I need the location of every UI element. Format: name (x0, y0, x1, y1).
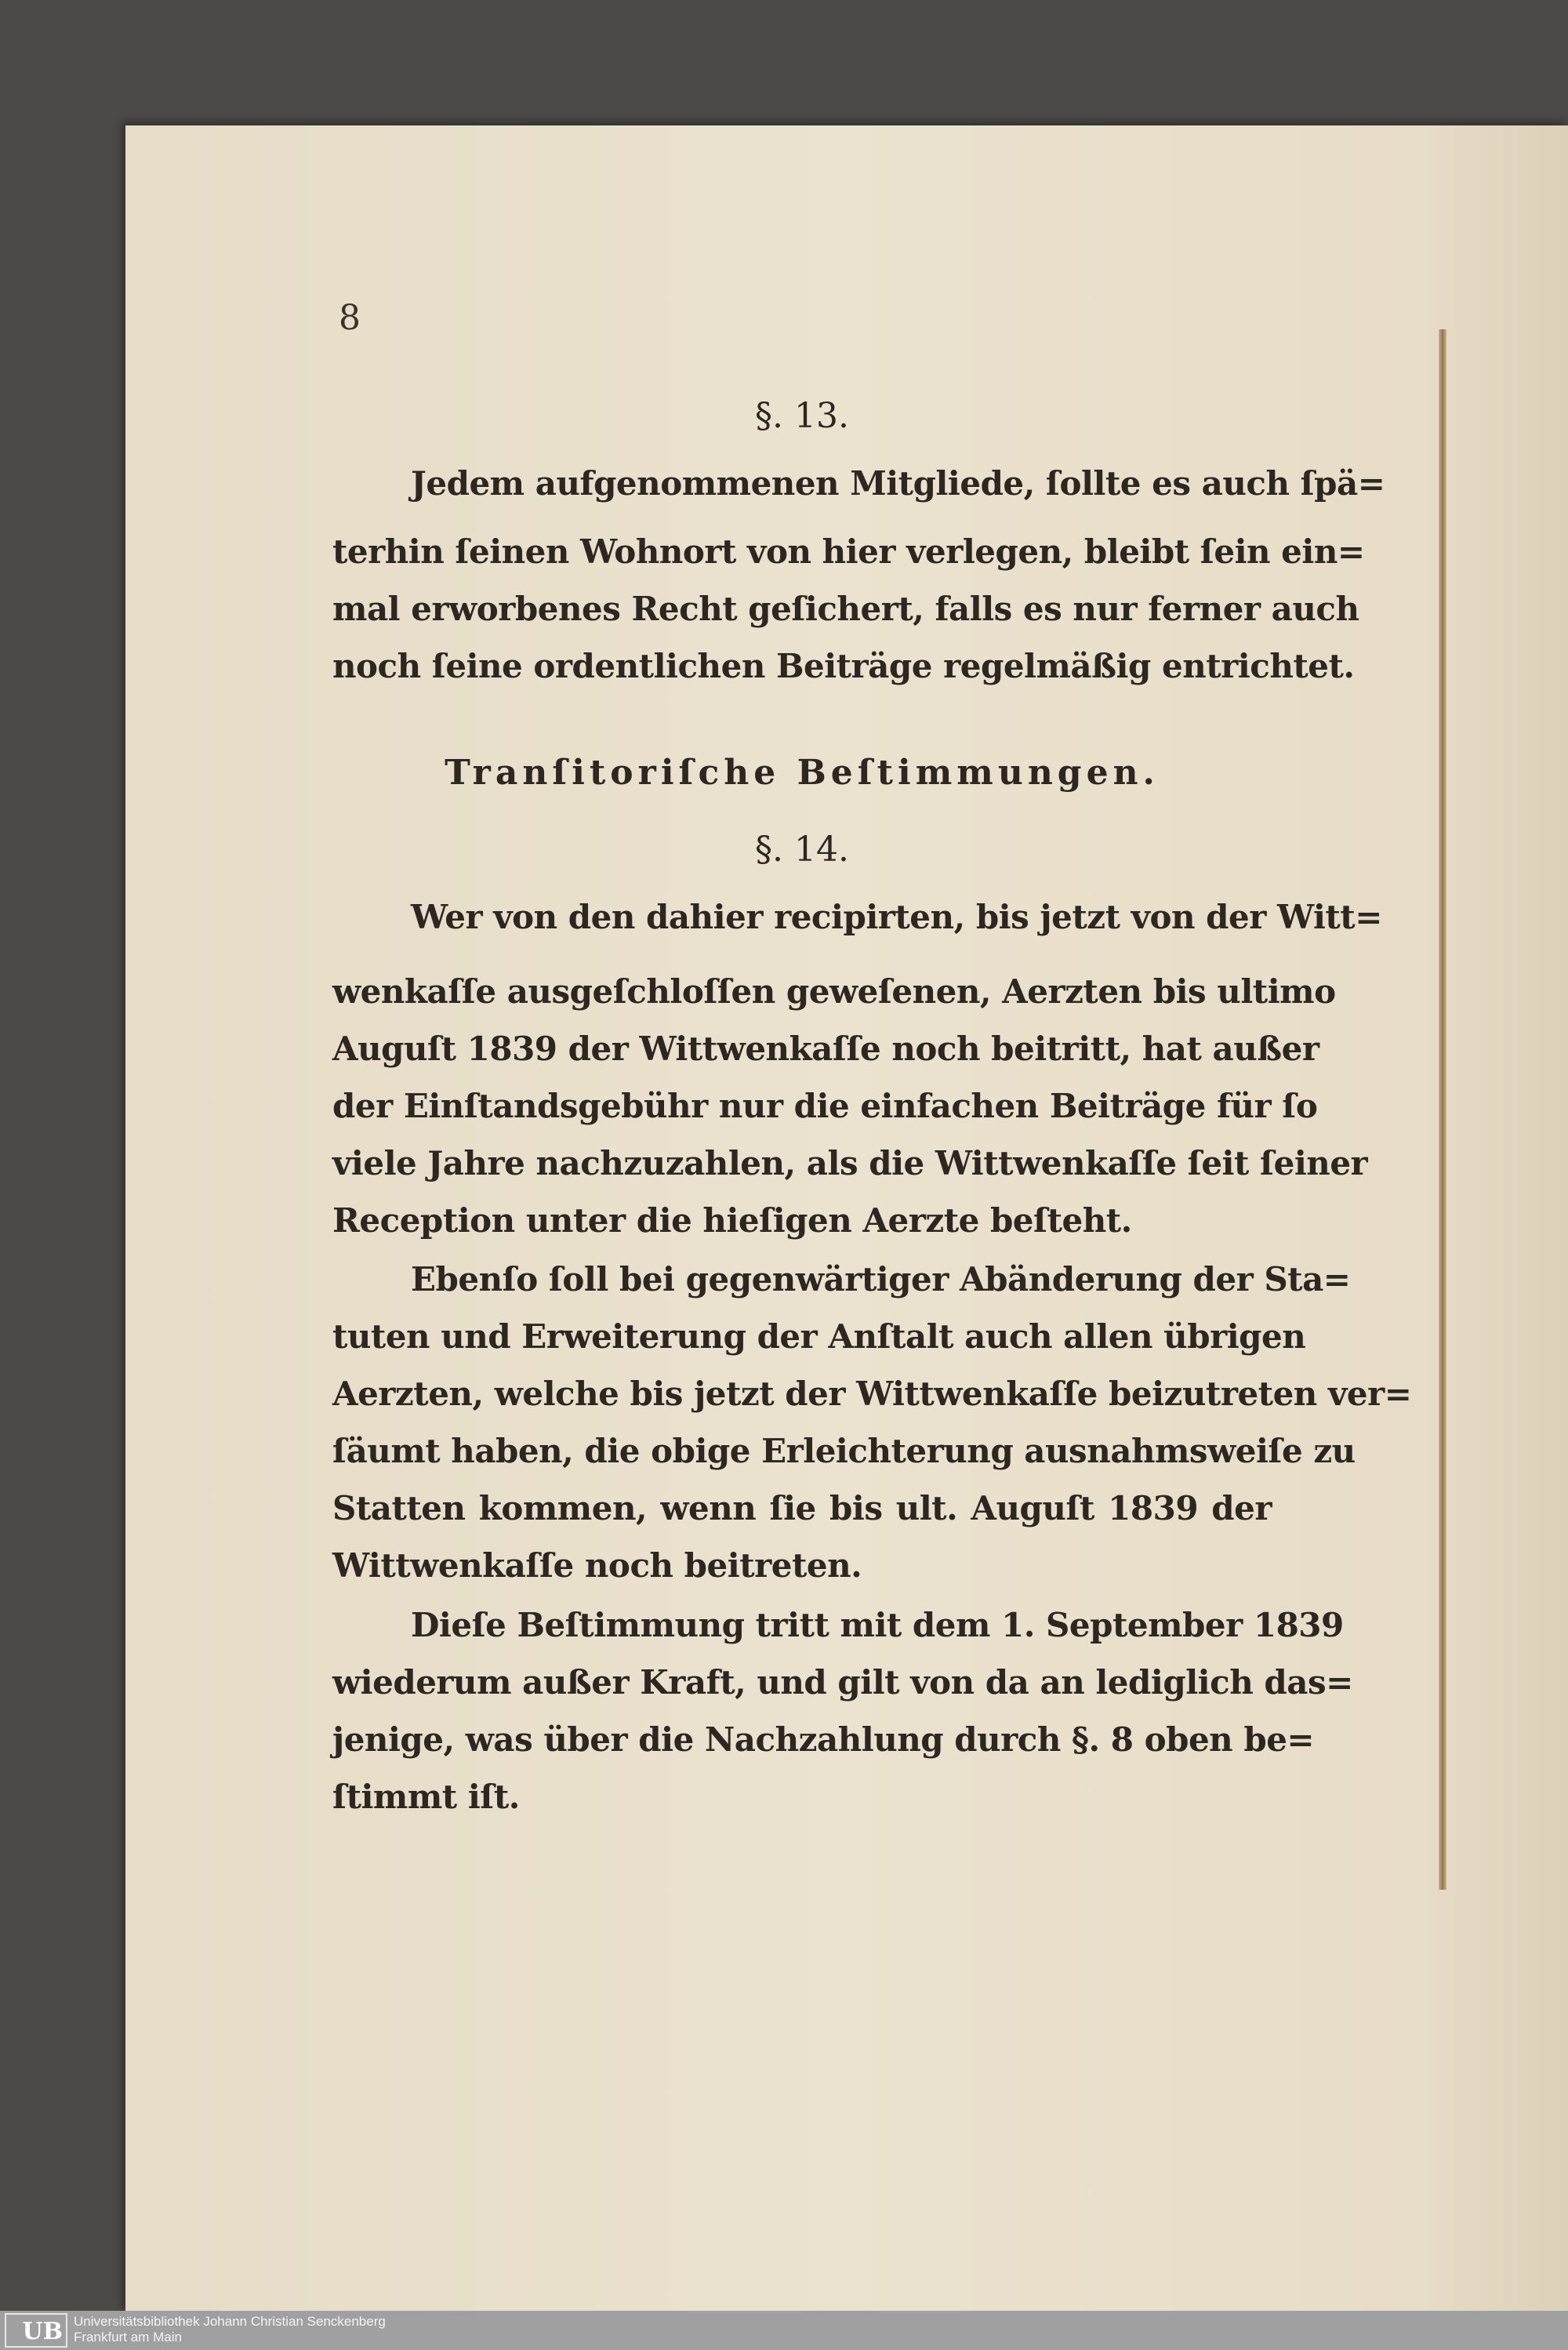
section-13-title: §. 13. (755, 396, 849, 436)
text-line: Wer von den dahier recipirten, bis jetzt von der Witt= (411, 898, 1382, 936)
text-line: Reception unter die hieſigen Aerzte beſteht. (332, 1201, 1132, 1240)
section-14-title: §. 14. (755, 830, 849, 870)
text-line: ſäumt haben, die obige Erleichterung ausnahmsweiſe zu (332, 1432, 1356, 1470)
text-line: Statten kommen, wenn ſie bis ult. Auguſt 1839 der (332, 1489, 1272, 1527)
text-line: Aerzten, welche bis jetzt der Wittwenkaſſe beizutreten ver= (332, 1375, 1412, 1413)
text-line: mal erworbenes Recht geſichert, falls es nur ferner auch (332, 590, 1359, 628)
text-line: Auguſt 1839 der Wittwenkaſſe noch beitritt, hat außer (332, 1030, 1319, 1068)
text-line: noch ſeine ordentlichen Beiträge regelmäßig entrichtet. (332, 647, 1355, 685)
page-edge (1439, 329, 1446, 1890)
text-line: wiederum außer Kraft, und gilt von da an lediglich das= (332, 1663, 1353, 1702)
text-line: der Einſtandsgebühr nur die einfachen Beiträge für ſo (332, 1087, 1318, 1125)
library-name: Universitätsbibliothek Johann Christian Senckenberg (74, 2314, 386, 2329)
text-line: viele Jahre nachzuzahlen, als die Wittwenkaſſe ſeit ſeiner (332, 1144, 1368, 1182)
text-line: terhin ſeinen Wohnort von hier verlegen, bleibt ſein ein= (332, 532, 1365, 571)
transitional-heading: Tranſitoriſche Beſtimmungen. (445, 753, 1160, 793)
library-location: Frankfurt am Main (74, 2330, 182, 2345)
text-line: Ebenſo ſoll bei gegenwärtiger Abänderung der Sta= (411, 1260, 1351, 1298)
text-line: tuten und Erweiterung der Anſtalt auch allen übrigen (332, 1317, 1306, 1356)
text-line: Dieſe Beſtimmung tritt mit dem 1. September 1839 (411, 1606, 1344, 1644)
library-footer (0, 2311, 1568, 2350)
page-number: 8 (339, 298, 361, 338)
text-line: jenige, was über die Nachzahlung durch §. 8 oben be= (332, 1720, 1315, 1759)
text-line: Jedem aufgenommenen Mitgliede, ſollte es auch ſpä= (411, 464, 1385, 503)
text-line: ſtimmt iſt. (332, 1778, 520, 1816)
text-line: wenkaſſe ausgeſchloſſen geweſenen, Aerzten bis ultimo (332, 972, 1336, 1011)
library-logo: UB (5, 2313, 67, 2348)
text-line: Wittwenkaſſe noch beitreten. (332, 1546, 862, 1585)
